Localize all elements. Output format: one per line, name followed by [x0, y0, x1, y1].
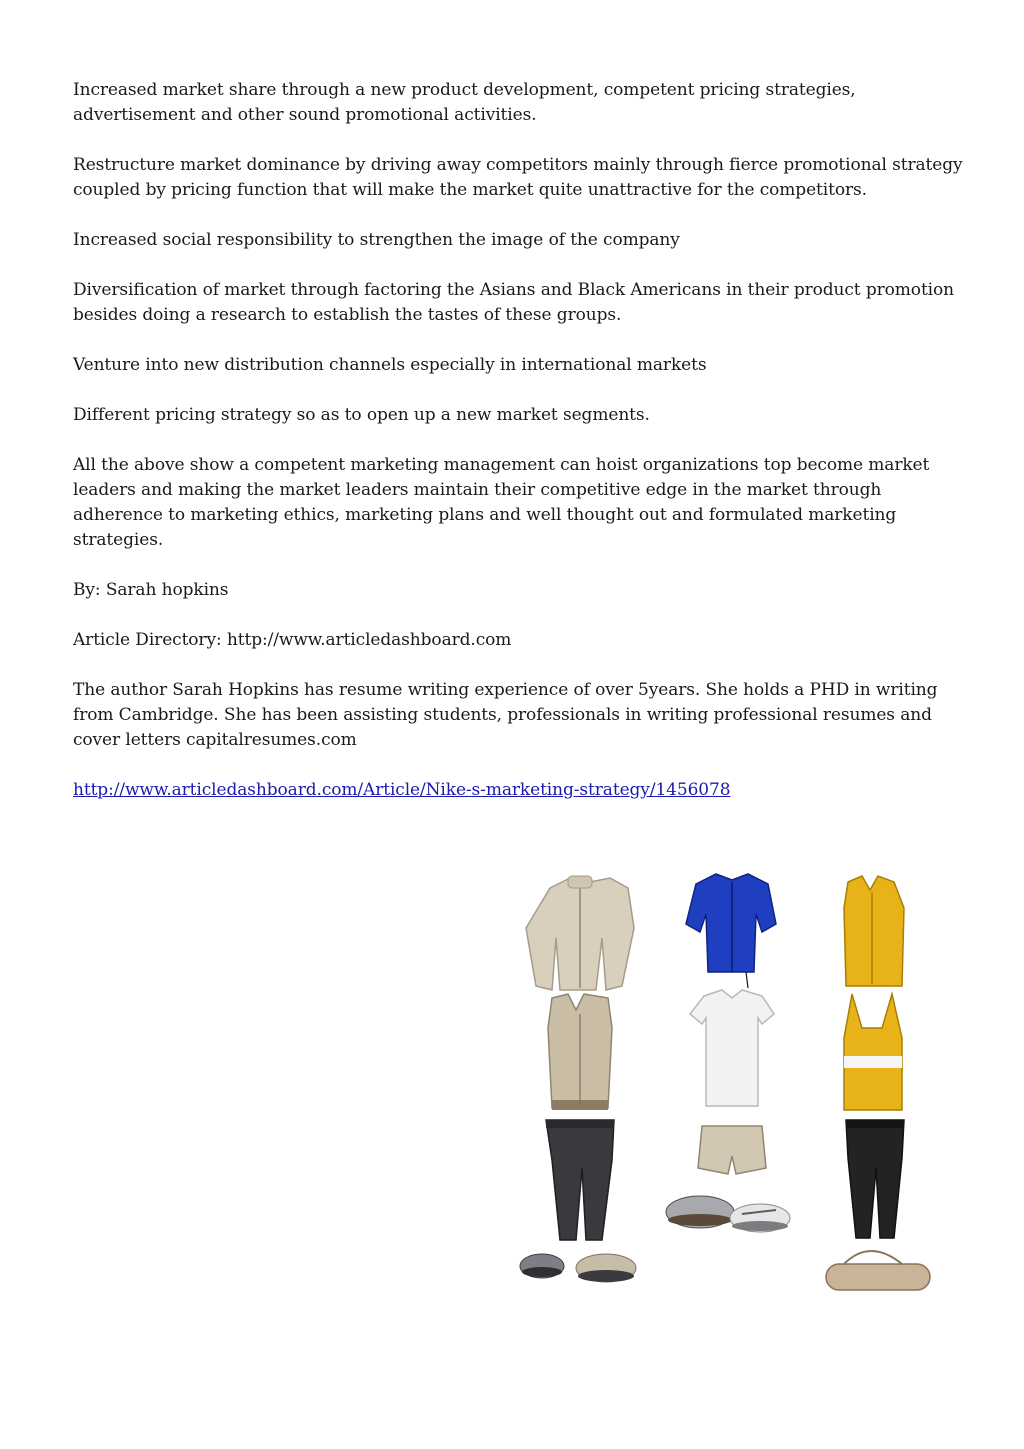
paragraph-pricing-strategy: Different pricing strategy so as to open up a new market segments.: [73, 405, 650, 425]
apparel-collection-image: [510, 868, 950, 1308]
author-bio: The author Sarah Hopkins has resume writing experience of over 5years. She holds a PHD in writing from Cambridge. She has been assisting students, professionals in writing professional resumes and cover letters capitalresumes.com: [73, 680, 938, 750]
paragraph-conclusion: All the above show a competent marketing management can hoist organizations top become market leaders and making the market leaders maintain their competitive edge in the market through adherence to marketing ethics, marketing plans and well thought out and formulated marketing strategies.: [73, 455, 930, 550]
dark-capri-pants: [546, 1120, 614, 1240]
yellow-vest: [844, 876, 904, 986]
running-shoes: [666, 1196, 790, 1232]
paragraph-diversification: Diversification of market through factoring the Asians and Black Americans in their product promotion besides doing a research to establish the tastes of these groups.: [73, 280, 954, 325]
white-t-shirt: [690, 990, 774, 1106]
black-capri-pants: [846, 1120, 904, 1238]
blue-jacket: [686, 874, 776, 988]
paragraph-market-share: Increased market share through a new product development, competent pricing strategies, advertisement and other sound promotional activities.: [73, 80, 856, 125]
paragraph-distribution-channels: Venture into new distribution channels especially in international markets: [73, 355, 707, 375]
yellow-tank-top: [844, 994, 902, 1110]
khaki-shorts: [698, 1126, 766, 1174]
rolled-yoga-mat: [826, 1251, 930, 1290]
article-directory: Article Directory: http://www.articledashboard.com: [73, 630, 512, 650]
author-byline: By: Sarah hopkins: [73, 580, 229, 600]
source-link[interactable]: http://www.articledashboard.com/Article/Nike-s-marketing-strategy/1456078: [73, 780, 731, 800]
grey-sneakers: [520, 1254, 636, 1282]
khaki-jacket: [526, 876, 634, 990]
article-body: [73, 78, 963, 828]
paragraph-market-dominance: Restructure market dominance by driving away competitors mainly through fierce promotional strategy coupled by pricing function that will make the market quite unattractive for the competitors.: [73, 155, 963, 200]
paragraph-social-responsibility: Increased social responsibility to strengthen the image of the company: [73, 230, 680, 250]
khaki-vest-top: [548, 994, 612, 1110]
